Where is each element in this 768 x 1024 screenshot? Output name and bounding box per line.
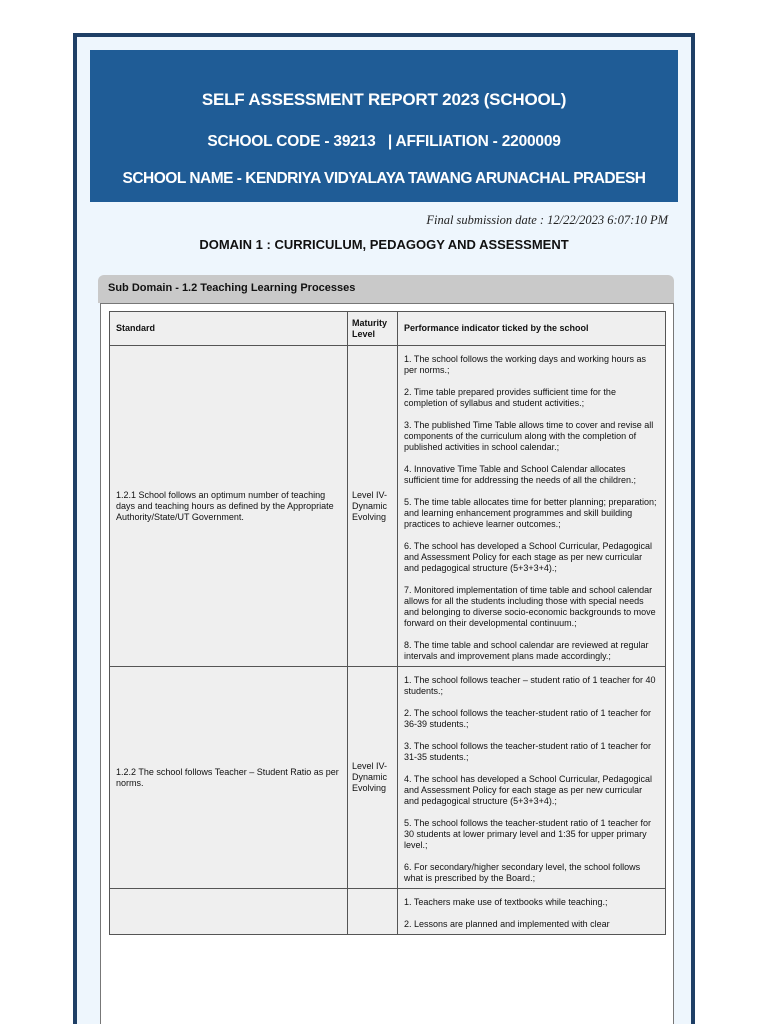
indicator-item: 1. The school follows teacher – student ratio of 1 teacher for 40 students.;	[404, 675, 656, 696]
indicator-item: 6. For secondary/higher secondary level, the school follows what is prescribed by the Board.;	[404, 862, 641, 883]
maturity-level-cell: Level IV-Dynamic Evolving	[348, 346, 398, 667]
indicator-item: 6. The school has developed a School Curricular, Pedagogical and Assessment Policy for each stage as per new curricular and pedagogical structure (5+3+3+4).;	[404, 541, 652, 573]
indicator-item: 5. The time table allocates time for better planning; preparation; and learning enhancement programmes and skill building practices to achieve learner outcomes.;	[404, 497, 657, 529]
header-standard: Standard	[110, 312, 348, 346]
standards-table-container	[100, 303, 674, 1024]
indicator-item: 5. The school follows the teacher-student ratio of 1 teacher for 30 students at lower primary level and 1:35 for upper primary level.;	[404, 818, 651, 850]
header-maturity-level	[348, 312, 398, 346]
indicator-item: 3. The school follows the teacher-student ratio of 1 teacher for 31-35 students.;	[404, 741, 651, 762]
report-title: SELF ASSESSMENT REPORT 2023 (SCHOOL)	[201, 90, 567, 109]
indicator-item: 2. The school follows the teacher-student ratio of 1 teacher for 36-39 students.;	[404, 708, 651, 729]
school-name: SCHOOL NAME - KENDRIYA VIDYALAYA TAWANG ARUNACHAL PRADESH	[122, 170, 646, 187]
indicators-cell	[398, 667, 666, 889]
table-row	[110, 667, 666, 889]
final-submission-date: Final submission date : 12/22/2023 6:07:10 PM	[426, 213, 668, 227]
maturity-level-cell	[348, 889, 398, 935]
header-maturity-line2: Level	[352, 328, 376, 339]
indicator-item: 3. The published Time Table allows time to cover and revise all components of the curriculum along with the completion of published activities in school calendar.;	[404, 420, 654, 452]
indicator-item: 4. The school has developed a School Curricular, Pedagogical and Assessment Policy for each stage as per new curricular and pedagogical structure (5+3+3+4).;	[404, 774, 652, 806]
school-code-affiliation: SCHOOL CODE - 39213 | AFFILIATION - 2200009	[207, 133, 561, 150]
indicator-item: 2. Lessons are planned and implemented with clear	[404, 919, 610, 929]
indicator-item: 2. Time table prepared provides sufficient time for the completion of syllabus and student activities.;	[404, 387, 616, 408]
indicators-cell	[398, 889, 666, 935]
standard-cell: 1.2.1 School follows an optimum number of teaching days and teaching hours as defined by the Appropriate Authority/State/UT Government.	[110, 346, 348, 667]
indicator-item: 7. Monitored implementation of time table and school calendar allows for all the students including those with special needs and belonging to diverse socio-economic backgrounds to move forward on their developmental continuum.;	[404, 585, 656, 628]
report-header	[90, 50, 678, 202]
table-header-row	[110, 312, 666, 346]
standard-cell: 1.2.2 The school follows Teacher – Student Ratio as per norms.	[110, 667, 348, 889]
indicator-item: 1. Teachers make use of textbooks while teaching.;	[404, 897, 608, 907]
header-maturity-line1: Maturity	[352, 317, 388, 328]
header-performance-indicator: Performance indicator ticked by the school	[398, 312, 666, 346]
report-frame	[73, 33, 695, 1024]
standards-table	[109, 311, 666, 935]
indicator-item: 1. The school follows the working days and working hours as per norms.;	[404, 354, 646, 375]
maturity-level-cell: Level IV-Dynamic Evolving	[348, 667, 398, 889]
indicators-cell	[398, 346, 666, 667]
subdomain-header: Sub Domain - 1.2 Teaching Learning Processes	[98, 275, 674, 303]
indicator-item: 8. The time table and school calendar are reviewed at regular intervals and improvement plans made accordingly.;	[404, 640, 649, 661]
standard-cell	[110, 889, 348, 935]
indicator-item: 4. Innovative Time Table and School Calendar allocates sufficient time for addressing the needs of all the children.;	[404, 464, 636, 485]
table-row	[110, 346, 666, 667]
table-row	[110, 889, 666, 935]
domain-title: DOMAIN 1 : CURRICULUM, PEDAGOGY AND ASSESSMENT	[199, 237, 569, 252]
